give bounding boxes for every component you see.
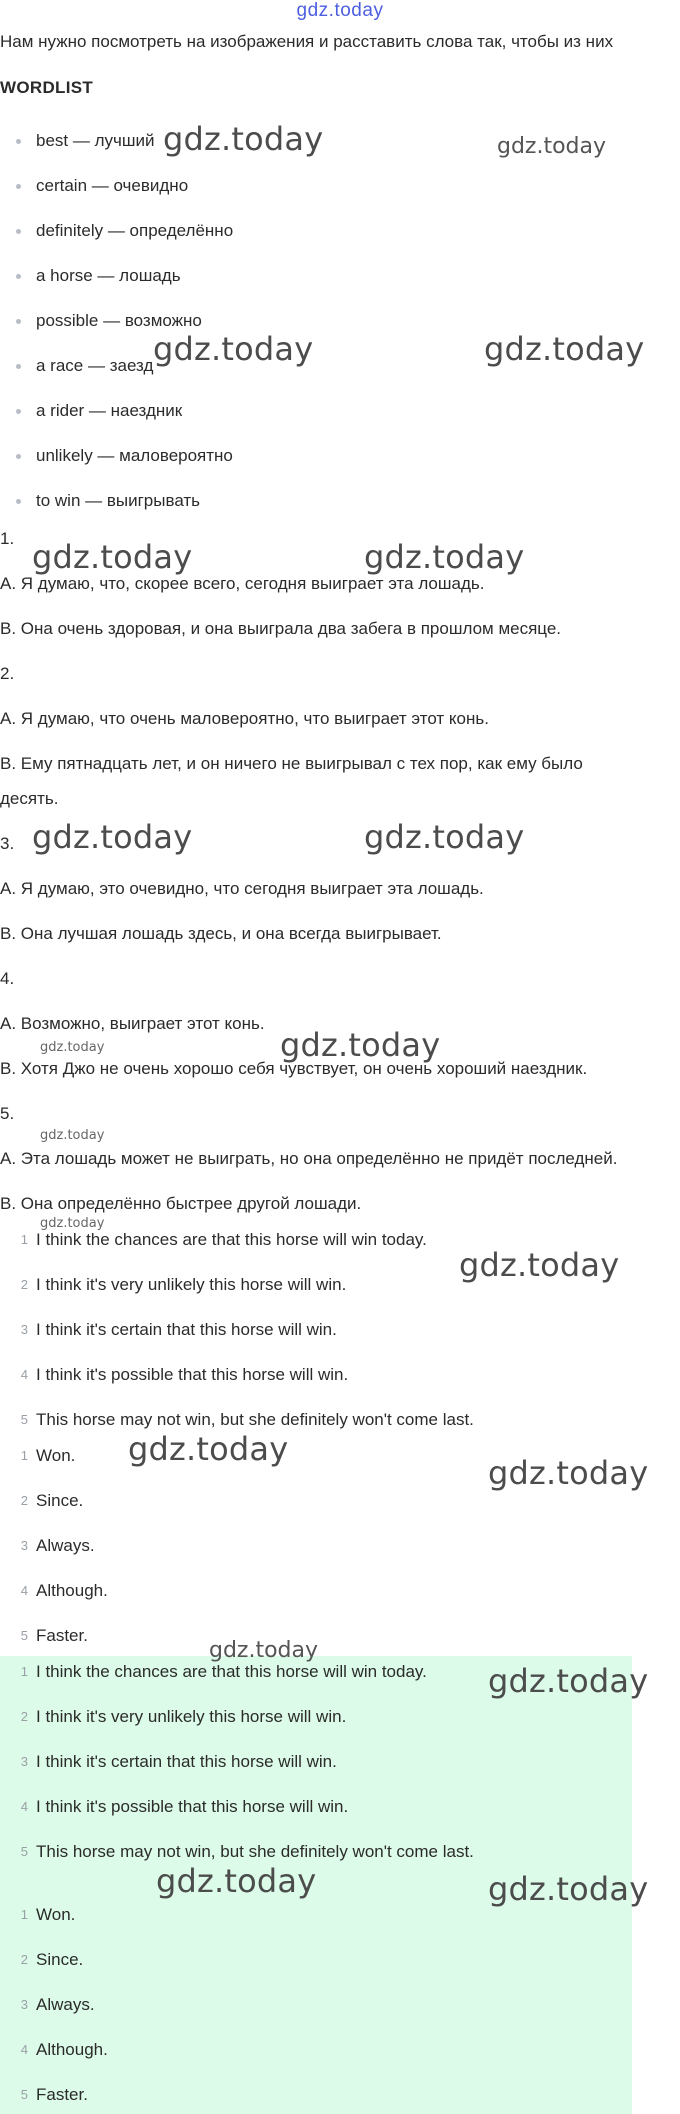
list-number: 3 (20, 1538, 28, 1553)
bullet-icon (16, 139, 21, 144)
dialogue-line-b: B. Она определённо быстрее другой лошади. (0, 1194, 362, 1213)
highlighted-list-item (20, 1905, 76, 1925)
list-item-text: Faster. (36, 2085, 88, 2104)
watermark: gdz.today (209, 1638, 319, 1663)
dialogue-line-a: A. Я думаю, что, скорее всего, сегодня выиграет эта лошадь. (0, 574, 485, 593)
list-item (20, 1365, 349, 1385)
wordlist-item-text: best — лучший (36, 131, 155, 150)
wordlist-item (36, 176, 188, 196)
list-number: 2 (20, 1493, 28, 1508)
wordlist-item (36, 311, 202, 331)
list-item-text: Won. (36, 1446, 76, 1465)
highlighted-list-item (20, 1707, 347, 1727)
watermark: gdz.today (484, 330, 645, 368)
wordlist-item-text: to win — выигрывать (36, 491, 201, 510)
wordlist-item (36, 266, 181, 286)
highlighted-list-item (20, 1842, 474, 1862)
dialogue-line-b: B. Она лучшая лошадь здесь, и она всегда выигрывает. (0, 924, 442, 943)
list-number: 1 (20, 1907, 28, 1922)
highlighted-list-item (20, 2040, 108, 2060)
dialogue-line-a: A. Эта лошадь может не выиграть, но она определённо не придёт последней. (0, 1149, 618, 1168)
watermark: gdz.today (364, 818, 525, 856)
list-item-text: Since. (36, 1491, 84, 1510)
watermark: gdz.today (32, 538, 193, 576)
watermark: gdz.today (364, 538, 525, 576)
dialogue-line-a: A. Я думаю, это очевидно, что сегодня выиграет эта лошадь. (0, 879, 484, 898)
list-item-text: Faster. (36, 1626, 88, 1645)
list-number: 3 (20, 1997, 28, 2012)
list-item (20, 1491, 84, 1511)
highlighted-list-item (20, 1995, 95, 2015)
watermark: gdz.today (488, 1870, 649, 1908)
list-number: 1 (20, 1232, 28, 1247)
list-item (20, 1410, 474, 1430)
wordlist-item-text: a horse — лошадь (36, 266, 181, 285)
list-item (20, 1446, 76, 1466)
list-number: 3 (20, 1322, 28, 1337)
watermark: gdz.today (156, 1862, 317, 1900)
wordlist-item (36, 401, 182, 421)
list-number: 3 (20, 1754, 28, 1769)
watermark: gdz.today (497, 134, 607, 159)
dialogue-number: 1. (0, 529, 15, 548)
watermark: gdz.today (459, 1246, 620, 1284)
dialogue-line-b: B. Она очень здоровая, и она выиграла два забега в прошлом месяце. (0, 619, 562, 638)
list-number: 5 (20, 2087, 28, 2102)
list-item-text: I think the chances are that this horse will win today. (36, 1230, 427, 1249)
list-item (20, 1320, 337, 1340)
list-number: 2 (20, 1709, 28, 1724)
list-item-text: Always. (36, 1536, 95, 1555)
list-item-text: I think the chances are that this horse will win today. (36, 1662, 427, 1681)
list-item-text: Although. (36, 1581, 108, 1600)
watermark: gdz.today (40, 1040, 105, 1055)
list-number: 4 (20, 1799, 28, 1814)
highlighted-list-item (20, 2085, 88, 2105)
list-item (20, 1536, 95, 1556)
wordlist-item (36, 356, 153, 376)
watermark: gdz.today (32, 818, 193, 856)
list-number: 4 (20, 2042, 28, 2057)
list-item-text: This horse may not win, but she definitely won't come last. (36, 1842, 474, 1861)
bullet-icon (16, 454, 21, 459)
bullet-icon (16, 184, 21, 189)
bullet-icon (16, 409, 21, 414)
list-item-text: Since. (36, 1950, 84, 1969)
list-item-text: I think it's very unlikely this horse will win. (36, 1275, 347, 1294)
highlighted-list-item (20, 1950, 84, 1970)
wordlist-item-text: definitely — определённо (36, 221, 234, 240)
watermark: gdz.today (488, 1454, 649, 1492)
list-item (20, 1581, 108, 1601)
dialogue-number: 3. (0, 834, 15, 853)
highlighted-list-item (20, 1797, 349, 1817)
list-item-text: Always. (36, 1995, 95, 2014)
site-logo[interactable]: gdz.today (296, 0, 384, 21)
bullet-icon (16, 364, 21, 369)
dialogue-line-b: B. Хотя Джо не очень хорошо себя чувствует, он очень хороший наездник. (0, 1059, 588, 1078)
bullet-icon (16, 319, 21, 324)
highlighted-list-item (20, 1752, 337, 1772)
list-number: 2 (20, 1952, 28, 1967)
list-item-text: Won. (36, 1905, 76, 1924)
watermark: gdz.today (128, 1430, 289, 1468)
list-item-text: I think it's certain that this horse will win. (36, 1320, 337, 1339)
intro-text: Нам нужно посмотреть на изображения и расставить слова так, чтобы из них (0, 32, 614, 51)
wordlist-item-text: a rider — наездник (36, 401, 183, 420)
dialogue-number: 5. (0, 1104, 15, 1123)
wordlist-item (36, 491, 200, 511)
watermark: gdz.today (163, 120, 324, 158)
list-item-text: I think it's possible that this horse will win. (36, 1365, 349, 1384)
list-number: 2 (20, 1277, 28, 1292)
wordlist-item-text: possible — возможно (36, 311, 202, 330)
list-item-text: I think it's certain that this horse will win. (36, 1752, 337, 1771)
list-item-text: I think it's very unlikely this horse will win. (36, 1707, 347, 1726)
watermark: gdz.today (153, 330, 314, 368)
dialogue-number: 4. (0, 969, 15, 988)
list-item-text: This horse may not win, but she definitely won't come last. (36, 1410, 474, 1429)
watermark: gdz.today (488, 1662, 649, 1700)
bullet-icon (16, 274, 21, 279)
wordlist-item (36, 131, 155, 151)
wordlist-item (36, 446, 233, 466)
list-number: 5 (20, 1628, 28, 1643)
watermark: gdz.today (280, 1026, 441, 1064)
list-number: 4 (20, 1583, 28, 1598)
watermark: gdz.today (40, 1216, 105, 1231)
watermark: gdz.today (40, 1128, 105, 1143)
list-number: 5 (20, 1844, 28, 1859)
list-number: 1 (20, 1664, 28, 1679)
list-number: 1 (20, 1448, 28, 1463)
list-item (20, 1230, 427, 1250)
list-item (20, 1626, 88, 1646)
dialogue-number: 2. (0, 664, 15, 683)
dialogue-line-a: A. Возможно, выиграет этот конь. (0, 1014, 265, 1033)
wordlist-item-text: certain — очевидно (36, 176, 189, 195)
dialogue-line-b-cont: десять. (0, 789, 59, 808)
dialogue-line-b: B. Ему пятнадцать лет, и он ничего не выигрывал с тех пор, как ему было (0, 754, 583, 773)
list-number: 5 (20, 1412, 28, 1427)
wordlist-item-text: unlikely — маловероятно (36, 446, 233, 465)
wordlist-title: WORDLIST (0, 78, 94, 97)
bullet-icon (16, 229, 21, 234)
highlighted-list-item (20, 1662, 427, 1682)
list-item (20, 1275, 347, 1295)
dialogue-line-a: A. Я думаю, что очень маловероятно, что выиграет этот конь. (0, 709, 489, 728)
list-item-text: Although. (36, 2040, 108, 2059)
list-item-text: I think it's possible that this horse will win. (36, 1797, 349, 1816)
wordlist-item-text: a race — заезд (36, 356, 154, 375)
list-number: 4 (20, 1367, 28, 1382)
wordlist-item (36, 221, 233, 241)
bullet-icon (16, 499, 21, 504)
